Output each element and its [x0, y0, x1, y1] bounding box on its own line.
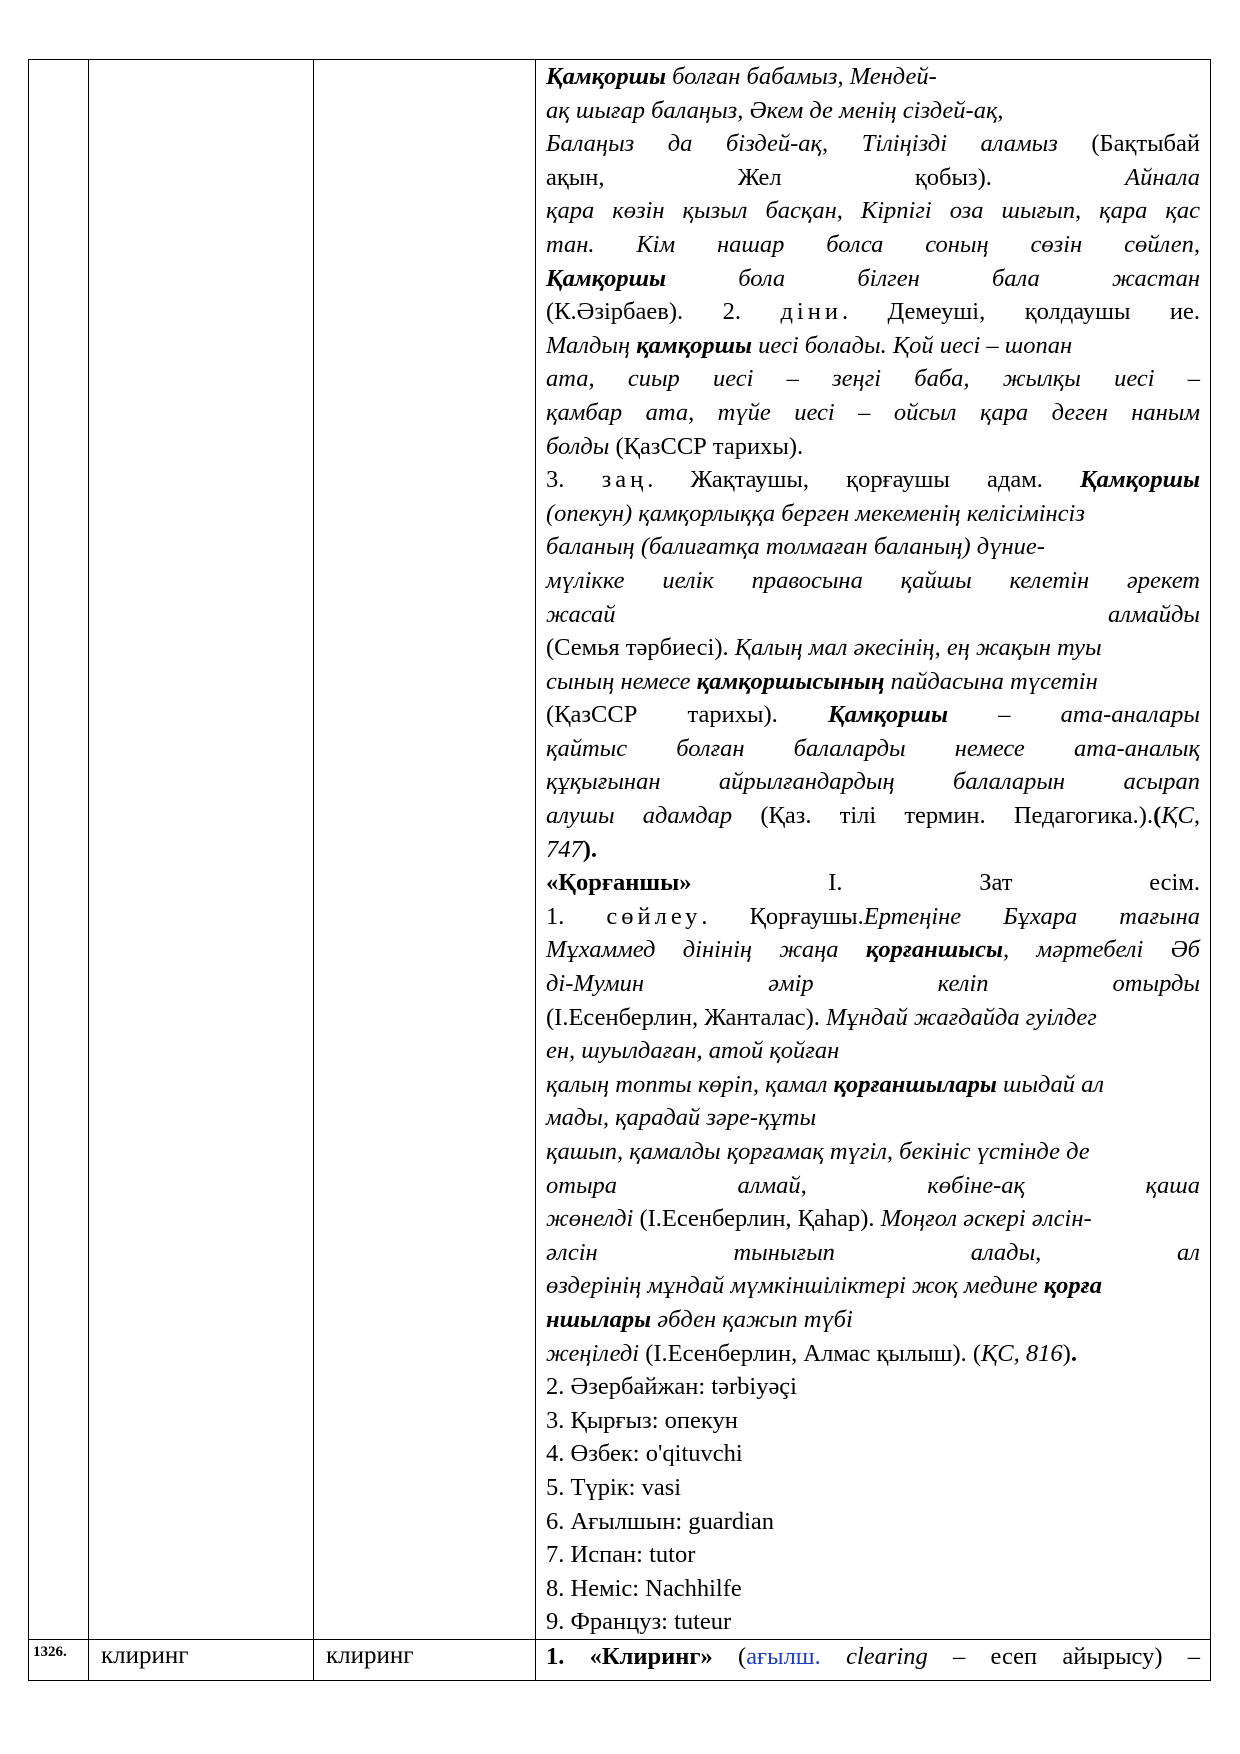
definition-line: (Семья тәрбиесі). Қалың мал әкесінің, ең жақын туы — [546, 634, 1102, 662]
definition-line: қамбар ата, түйе иесі – ойсыл қара деген наным — [546, 398, 1200, 426]
definition-line: 9. Француз: tuteur — [546, 1608, 732, 1636]
definition-line: 747). — [546, 835, 598, 863]
definition-line: (ҚазССР тарихы). Қамқоршы – ата-аналары — [546, 701, 1200, 729]
definition-rest: – есеп айырысу) – — [952, 1642, 1201, 1670]
definition-line: алушы адамдар (Қаз. тілі термин. Педагогика.).(ҚС, — [546, 802, 1200, 830]
definition-line: 3. заң. Жақтаушы, қорғаушы адам. Қамқоршы — [546, 466, 1201, 494]
definition-line: сының немесе қамқоршысының пайдасына түсетін — [546, 667, 1098, 695]
definition-line: 3. Қырғыз: опекун — [546, 1406, 738, 1434]
definition-line: 4. Өзбек: o'qituvchi — [546, 1440, 743, 1468]
definition-line: қашып, қамалды қорғамақ түгіл, бекініс үстінде де — [546, 1138, 1090, 1165]
table-row — [29, 60, 1211, 1640]
table-row — [29, 1639, 1211, 1680]
definition-line: ақын, Жел қобыз). Айнала — [546, 163, 1200, 191]
definition-line: қара көзін қызыл басқан, Кірпігі оза шығып, қара қас — [546, 197, 1200, 225]
definition-line: 5. Түрік: vasi — [546, 1473, 682, 1501]
language-abbrev[interactable]: ағылш. — [746, 1642, 821, 1670]
definition-text — [546, 60, 1200, 1639]
definition-line: 1. сөйлеу. Қорғаушы.Ертеңіне Бұхара тағына — [546, 902, 1200, 930]
definition-line: болды (ҚазССР тарихы). — [546, 432, 804, 460]
definition-line: «Қорғаншы» І. Зат есім. — [546, 869, 1200, 897]
term-russian: клиринг — [314, 1639, 536, 1680]
definition-line: 6. Ағылшын: guardian — [546, 1507, 775, 1535]
definition-line: Балаңыз да біздей-ақ, Тіліңізді аламыз (Бақтыбай — [546, 130, 1200, 158]
definition-line: тан. Кім нашар болса соның сөзін сөйлеп, — [546, 230, 1200, 258]
definition-line: қалың топты көріп, қамал қорғаншылары шыдай ал — [546, 1070, 1105, 1098]
definition-line: ді-Мумин әмір келіп отырды — [546, 970, 1200, 998]
definition-line: баланың (балиғатқа толмаған баланың) дүние- — [546, 533, 1045, 561]
term-kazakh: клиринг — [89, 1639, 314, 1680]
entry-number: 1326. — [29, 1639, 89, 1680]
definition-line: 8. Неміс: Nachhilfe — [546, 1574, 742, 1602]
definition-line: жасай алмайды — [546, 600, 1200, 628]
term-kazakh-cell — [89, 60, 314, 1640]
headword: «Клиринг» — [589, 1642, 713, 1670]
definition-line: мүлікке иелік правосына қайшы келетін әрекет — [546, 566, 1200, 594]
definition-line: 1. «Клиринг» (ағылш. clearing – есеп айырысу) – — [546, 1642, 1201, 1670]
definition-line: ншылары әбден қажып түбі — [546, 1305, 853, 1333]
definition-line: 7. Испан: tutor — [546, 1541, 696, 1569]
definition-line: мады, қарадай зәре-құты — [546, 1104, 817, 1132]
source-word: clearing — [846, 1642, 928, 1670]
definition-line: отыра алмай, көбіне-ақ қаша — [546, 1171, 1200, 1199]
definition-line: Қамқоршы болған бабамыз, Мендей- — [546, 63, 937, 90]
definition-line: құқығынан айрылғандардың балаларын асырап — [546, 768, 1200, 796]
definition-line: ен, шуылдаған, атой қойған — [546, 1037, 840, 1065]
definition-line: Қамқоршы бола білген бала жастан — [546, 264, 1200, 292]
definition-line: әлсін тынығып алады, ал — [546, 1238, 1200, 1266]
definition-line: (І.Есенберлин, Жанталас). Мұндай жағдайда гуілдег — [546, 1003, 1097, 1031]
definition-cell — [536, 1639, 1211, 1680]
definition-line: Малдың қамқоршы иесі болады. Қой иесі – шопан — [546, 331, 1073, 359]
term-russian-cell — [314, 60, 536, 1640]
definition-line: жеңіледі (І.Есенберлин, Алмас қылыш). (ҚС, 816). — [546, 1339, 1077, 1367]
definition-line: 2. Әзербайжан: tərbiyəçi — [546, 1373, 797, 1401]
definition-line: өздерінің мұндай мүмкіншіліктері жоқ медине қорға — [546, 1272, 1102, 1300]
definition-line: Мұхаммед дінінің жаңа қорғаншысы, мәртебелі Әб — [546, 936, 1200, 964]
definition-line: ата, сиыр иесі – зеңгі баба, жылқы иесі – — [546, 365, 1200, 393]
definition-cell — [536, 60, 1211, 1640]
definition-number: 1. — [546, 1642, 565, 1670]
definition-line: ақ шығар балаңыз, Әкем де менің сіздей-ақ, — [546, 96, 1004, 124]
definition-line: жөнелді (І.Есенберлин, Қаһар). Моңғол әскері әлсін- — [546, 1205, 1092, 1233]
definition-line: қайтыс болған балаларды немесе ата-аналық — [546, 734, 1200, 762]
definition-line: (К.Әзірбаев). 2. діни. Демеуші, қолдаушы ие. — [546, 298, 1200, 326]
definition-line: (опекун) қамқорлыққа берген мекеменің келісімінсіз — [546, 499, 1085, 527]
dictionary-table — [28, 59, 1211, 1681]
entry-number-cell — [29, 60, 89, 1640]
